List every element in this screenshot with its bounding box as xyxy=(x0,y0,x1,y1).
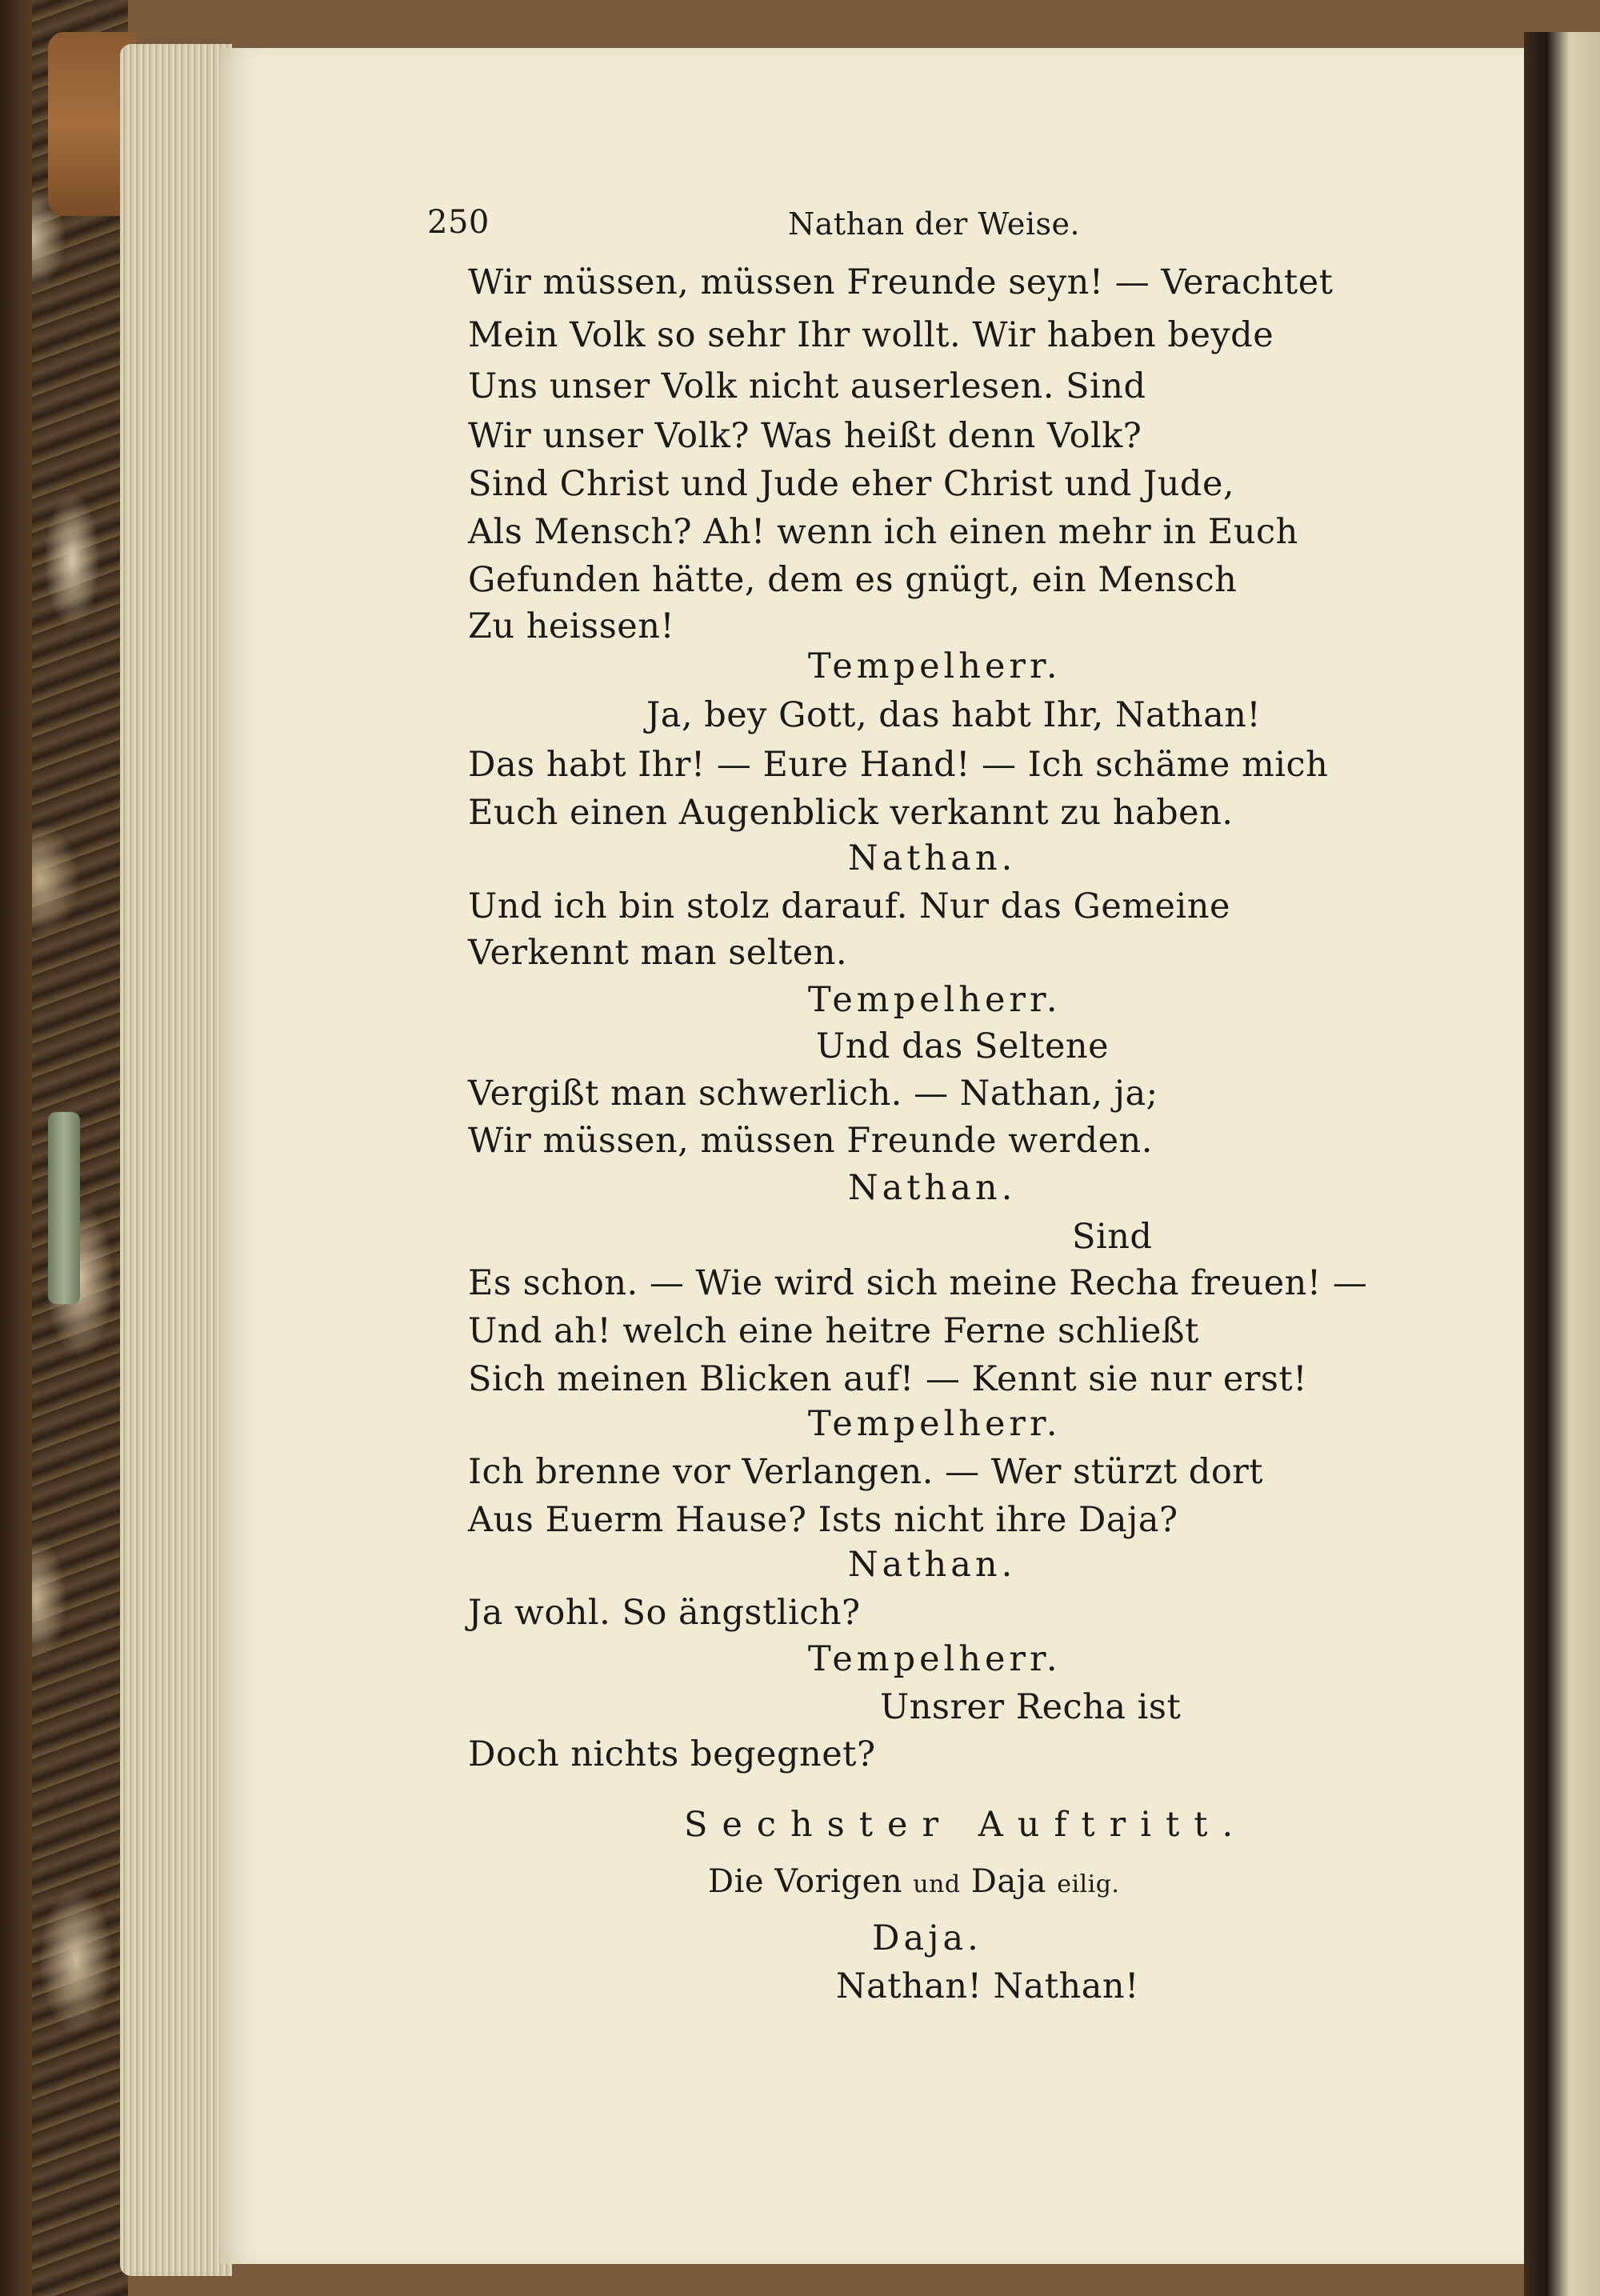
verse-line: Wir unser Volk? Was heißt denn Volk? xyxy=(468,416,1142,456)
stage-direction-manner: eilig. xyxy=(1057,1870,1120,1898)
speaker-name: Tempelherr. xyxy=(808,980,1062,1020)
page-number: 250 xyxy=(427,204,490,241)
verse-line: Und ich bin stolz darauf. Nur das Gemeine xyxy=(468,886,1230,926)
stage-direction-name: Daja xyxy=(970,1863,1046,1900)
speaker-name: Daja. xyxy=(872,1918,982,1958)
verse-line: Unsrer Recha ist xyxy=(880,1687,1182,1727)
verse-line: Verkennt man selten. xyxy=(468,933,848,973)
verse-line: Sind Christ und Jude eher Christ und Jude, xyxy=(468,464,1235,504)
running-title: Nathan der Weise. xyxy=(788,206,1081,242)
speaker-name: Nathan. xyxy=(848,1545,1017,1585)
stage-direction xyxy=(708,1859,1119,1907)
verse-line: Wir müssen, müssen Freunde werden. xyxy=(468,1121,1153,1161)
verse-line: Sind xyxy=(1072,1217,1153,1257)
verse-line: Und ah! welch eine heitre Ferne schließt xyxy=(468,1311,1199,1351)
verse-line: Das habt Ihr! — Eure Hand! — Ich schäme mich xyxy=(468,745,1329,785)
verse-line: Gefunden hätte, dem es gnügt, ein Mensch xyxy=(468,560,1238,600)
verse-line: Sich meinen Blicken auf! — Kennt sie nur erst! xyxy=(468,1359,1307,1399)
verse-line: Aus Euerm Hause? Ists nicht ihre Daja? xyxy=(468,1500,1178,1540)
speaker-name: Tempelherr. xyxy=(808,1639,1062,1679)
speaker-name: Nathan. xyxy=(848,838,1017,878)
scene-heading: Sechster Auftritt. xyxy=(684,1805,1248,1845)
verse-line: Wir müssen, müssen Freunde seyn! — Verachtet xyxy=(468,262,1334,302)
stage-direction-conjunction: und xyxy=(913,1870,961,1898)
verse-line: Zu heissen! xyxy=(468,606,675,646)
verse-line: Mein Volk so sehr Ihr wollt. Wir haben beyde xyxy=(468,315,1274,355)
verse-line: Als Mensch? Ah! wenn ich einen mehr in Euch xyxy=(468,512,1298,552)
verse-line: Ja wohl. So ängstlich? xyxy=(468,1593,861,1633)
verse-line: Ich brenne vor Verlangen. — Wer stürzt dort xyxy=(468,1452,1264,1492)
speaker-name: Tempelherr. xyxy=(808,646,1062,686)
verse-line: Ja, bey Gott, das habt Ihr, Nathan! xyxy=(646,695,1262,735)
verse-line: Euch einen Augenblick verkannt zu haben. xyxy=(468,793,1234,833)
speaker-name: Nathan. xyxy=(848,1168,1017,1208)
stage-direction-characters: Die Vorigen xyxy=(708,1863,902,1900)
verse-line: Nathan! Nathan! xyxy=(836,1966,1139,2006)
verse-line: Uns unser Volk nicht auserlesen. Sind xyxy=(468,366,1146,406)
verse-line: Vergißt man schwerlich. — Nathan, ja; xyxy=(468,1074,1158,1114)
speaker-name: Tempelherr. xyxy=(808,1404,1062,1444)
verse-line: Doch nichts begegnet? xyxy=(468,1734,876,1774)
verse-line: Es schon. — Wie wird sich meine Recha freuen! — xyxy=(468,1263,1368,1303)
verse-line: Und das Seltene xyxy=(816,1026,1110,1066)
